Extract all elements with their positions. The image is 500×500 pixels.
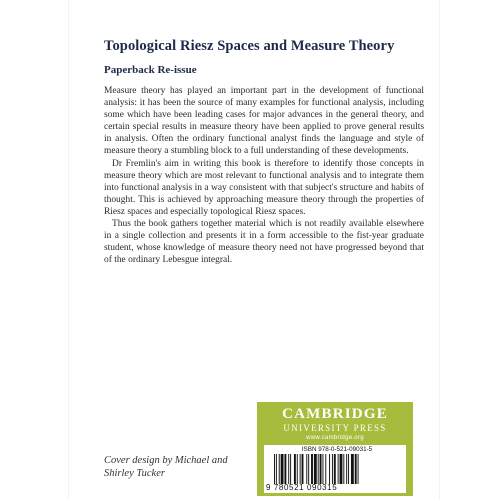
blurb-text — [104, 85, 424, 266]
book-subtitle: Paperback Re-issue — [104, 64, 197, 76]
cover-design-credit: Cover design by Michael and Shirley Tucker — [104, 455, 228, 479]
barcode-digits: 9 780521 090315 — [266, 483, 338, 492]
barcode-panel — [264, 445, 406, 493]
blurb-paragraph-3: Thus the book gathers together material which is not readily available elsewhere in a single collection and presents it in a form accessible to the fist-year graduate student, whose knowledge of measure theory need not have progressed beyond that of the ordinary Lebesgue integral. — [104, 219, 424, 266]
publisher-url: www.cambridge.org — [306, 435, 364, 441]
book-title: Topological Riesz Spaces and Measure Theory — [104, 38, 395, 54]
publisher-press: UNIVERSITY PRESS — [283, 423, 387, 433]
barcode-icon — [274, 454, 398, 484]
isbn-label: ISBN 978-0-521-09031-5 — [301, 446, 373, 453]
blurb-paragraph-1: Measure theory has played an important part in the development of functional analysis: it has been the source of many examples for functional analysis, including some which have been leading cases for major advances in the general theory, and certain special results in measure theory have been applied to prove general results in analysis. Often the ordinary functional analyst finds the language and style of measure theory a stumbling block to a full understanding of these developments. — [104, 86, 424, 157]
publisher-name: CAMBRIDGE — [282, 406, 388, 422]
blurb-paragraph-2: Dr Fremlin's aim in writing this book is therefore to identify those concepts in measure theory which are most relevant to functional analysis and to integrate them into functional analysis in a way consistent with that subject's structure and habits of thought. This is achieved by approaching measure theory through the properties of Riesz spaces and especially topological Riesz spaces. — [104, 158, 424, 217]
publisher-block — [257, 402, 413, 496]
